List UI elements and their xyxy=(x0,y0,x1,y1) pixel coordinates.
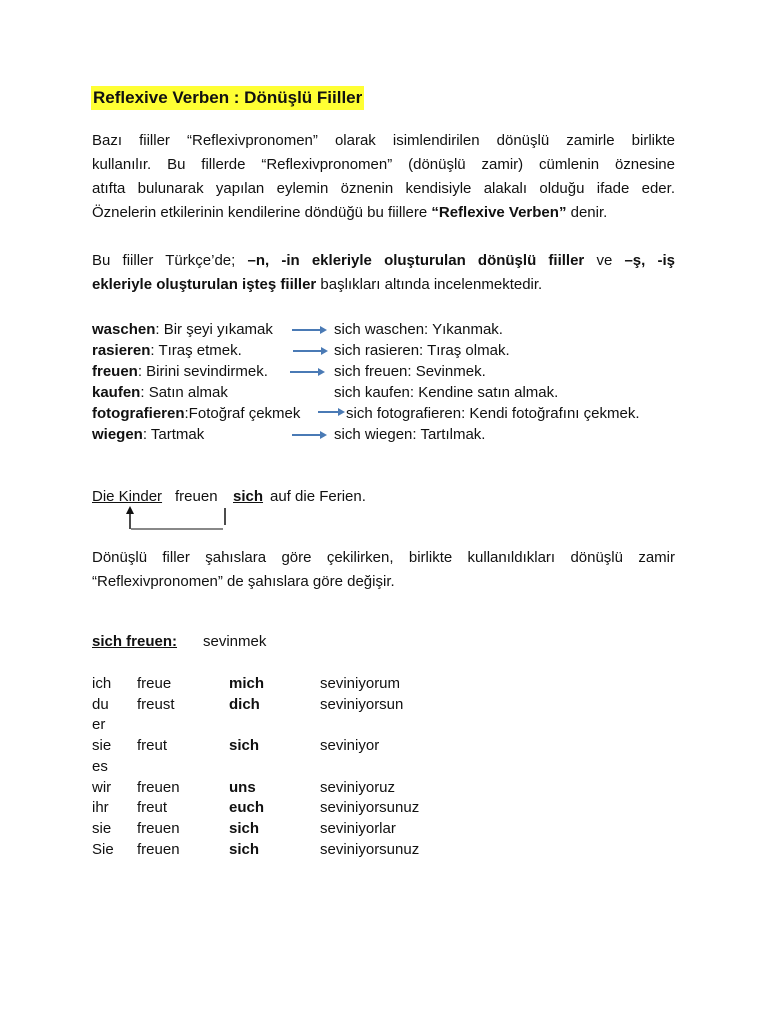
reflexive-form: sich fotografieren: Kendi fotoğrafını çekmek. xyxy=(346,405,640,422)
verb-definition xyxy=(92,340,242,361)
intro-line-4-end: denir. xyxy=(566,204,608,221)
intro-line-1: Bazı fiiller “Reflexivpronomen” olarak isimlendirilen dönüşlü zamirle birlikte xyxy=(92,132,675,149)
intro-line-4-text: Öznelerin etkilerinin kendilerine döndüğü bu fiillere xyxy=(92,204,432,221)
verb-row xyxy=(92,361,692,382)
page-title: Reflexive Verben : Dönüşlü Fiiller xyxy=(91,86,364,110)
verb-meaning: : Birini sevindirmek. xyxy=(137,363,268,380)
verb-row xyxy=(92,382,692,403)
verb-meaning: : Bir şeyi yıkamak xyxy=(155,321,273,338)
example-pronoun: sich xyxy=(233,488,264,505)
conj-reflexive: sich xyxy=(229,737,260,754)
verb-row xyxy=(92,319,692,340)
conj-form: freust xyxy=(137,696,175,713)
table-row xyxy=(92,756,652,777)
verb-definition xyxy=(92,424,204,445)
verb-row xyxy=(92,403,692,424)
verb-meaning: :Fotoğraf çekmek xyxy=(184,405,301,422)
turkish-line-1 xyxy=(92,249,675,273)
turkish-line-1-text: Bu fiiller Türkçe’de; xyxy=(92,252,248,269)
conj-intro-line-1: Dönüşlü filler şahıslara göre çekilirken, birlikte kullanıldıkları dönüşlü zamir xyxy=(92,549,675,566)
conjugation-header xyxy=(92,631,392,652)
verb-name: freuen xyxy=(92,363,138,380)
verb-definition xyxy=(92,382,228,403)
turkish-line-1-conj: ve xyxy=(584,252,625,269)
example-verb: freuen xyxy=(175,488,218,505)
conj-pronoun: es xyxy=(92,758,108,775)
conj-reflexive: dich xyxy=(229,696,260,713)
conj-reflexive: mich xyxy=(229,675,265,692)
reflexive-form: sich rasieren: Tıraş olmak. xyxy=(334,342,510,359)
reflexive-form: sich wiegen: Tartılmak. xyxy=(334,426,486,443)
table-row xyxy=(92,714,652,735)
reflexive-verben-term: “Reflexive Verben” xyxy=(431,204,567,221)
conj-meaning: seviniyorsunuz xyxy=(320,799,420,816)
turkish-line-2 xyxy=(92,273,675,297)
conj-pronoun: sie xyxy=(92,820,112,837)
conj-header-meaning: sevinmek xyxy=(203,633,267,650)
table-row xyxy=(92,818,652,839)
verb-meaning: : Tıraş etmek. xyxy=(150,342,242,359)
table-row xyxy=(92,694,652,715)
conj-reflexive: sich xyxy=(229,820,260,837)
istes-fiiller-term: ekleriyle oluşturulan işteş fiiller xyxy=(92,276,317,293)
conjugation-intro xyxy=(92,546,675,594)
turkish-paragraph xyxy=(92,249,675,297)
table-row xyxy=(92,673,652,694)
verb-name: kaufen xyxy=(92,384,141,401)
conj-pronoun: sie xyxy=(92,737,112,754)
conj-reflexive: uns xyxy=(229,779,256,796)
table-row xyxy=(92,839,652,860)
conj-meaning: seviniyor xyxy=(320,737,380,754)
intro-line-4 xyxy=(92,201,675,225)
turkish-line-2-text: başlıkları altında incelenmektedir. xyxy=(316,276,543,293)
verb-name: fotografieren xyxy=(92,405,185,422)
verb-meaning: : Satın almak xyxy=(140,384,228,401)
conj-pronoun: ihr xyxy=(92,799,109,816)
verb-name: waschen xyxy=(92,321,156,338)
reference-arrow-icon xyxy=(122,503,232,533)
verb-definition xyxy=(92,361,268,382)
verb-name: wiegen xyxy=(92,426,143,443)
arrow-right-icon xyxy=(292,430,328,440)
conj-reflexive: sich xyxy=(229,841,260,858)
table-row xyxy=(92,797,652,818)
arrow-right-icon xyxy=(292,325,328,335)
intro-line-2: kullanılır. Bu fillerde “Reflexivpronomen” (dönüşlü zamir) cümlenin öznesine xyxy=(92,156,675,173)
conj-form: freue xyxy=(137,675,172,692)
arrow-right-icon xyxy=(293,346,329,356)
conj-pronoun: er xyxy=(92,716,106,733)
conj-pronoun: Sie xyxy=(92,841,114,858)
verb-definition xyxy=(92,403,300,424)
verb-meaning: : Tartmak xyxy=(142,426,205,443)
conj-reflexive: euch xyxy=(229,799,265,816)
conj-form: freuen xyxy=(137,841,180,858)
conj-meaning: seviniyoruz xyxy=(320,779,396,796)
conj-pronoun: ich xyxy=(92,675,112,692)
conj-form: freut xyxy=(137,799,168,816)
conj-form: freut xyxy=(137,737,168,754)
conj-pronoun: wir xyxy=(92,779,112,796)
conj-header-verb: sich freuen: xyxy=(92,633,178,650)
reflexive-form: sich waschen: Yıkanmak. xyxy=(334,321,503,338)
conj-meaning: seviniyorsunuz xyxy=(320,841,420,858)
verb-definition xyxy=(92,319,273,340)
conj-pronoun: du xyxy=(92,696,109,713)
arrow-right-icon xyxy=(318,407,346,417)
intro-line-3: atıfta bulunarak yapılan eylemin öznenin kendisiyle alakalı olduğu ifade eder. xyxy=(92,180,675,197)
suffix-term: –ş, -iş xyxy=(624,252,676,269)
conj-intro-line-2: “Reflexivpronomen” de şahıslara göre değişir. xyxy=(92,573,395,590)
reflexive-form: sich kaufen: Kendine satın almak. xyxy=(334,384,559,401)
conj-meaning: seviniyorum xyxy=(320,675,401,692)
example-rest: auf die Ferien. xyxy=(270,488,366,505)
arrow-right-icon xyxy=(290,367,326,377)
table-row xyxy=(92,735,652,756)
example-subject: Die Kinder xyxy=(92,488,163,505)
verb-row xyxy=(92,340,692,361)
donuslu-fiiller-term: –n, -in ekleriyle oluşturulan dönüşlü fiiller xyxy=(247,252,585,269)
verb-row xyxy=(92,424,692,445)
conj-form: freuen xyxy=(137,779,180,796)
reflexive-form: sich freuen: Sevinmek. xyxy=(334,363,486,380)
verb-name: rasieren xyxy=(92,342,151,359)
intro-paragraph xyxy=(92,129,675,225)
conj-meaning: seviniyorsun xyxy=(320,696,404,713)
conj-form: freuen xyxy=(137,820,180,837)
conj-meaning: seviniyorlar xyxy=(320,820,396,837)
table-row xyxy=(92,777,652,798)
